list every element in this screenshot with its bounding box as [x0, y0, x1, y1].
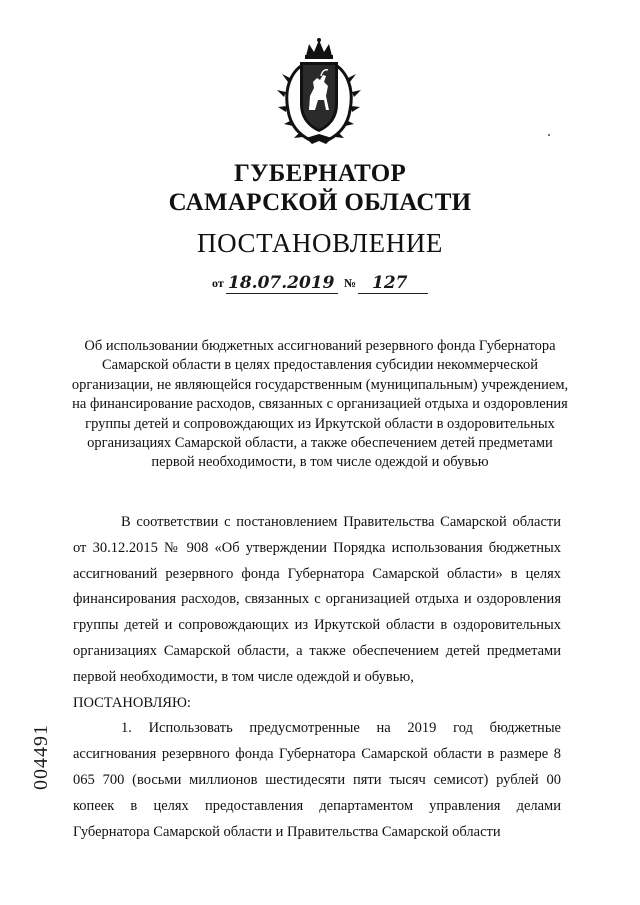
- date-from-label: от: [212, 276, 224, 290]
- body-paragraph-item-1: 1. Использовать предусмотренные на 2019 год бюджетные ассигнования резервного фонда Губернатора Самарской области в размере 8 065 700 (восьми миллионов шестидесяти пяти тысяч семисот) рублей 00 копеек в целях предоставления департаментом управления делами Губернатора Самарской области и Правительства Самарской области: [73, 720, 561, 840]
- registration-stamp-number: 004491: [30, 724, 52, 790]
- date-number-line: [212, 272, 432, 296]
- number-label: №: [344, 276, 357, 290]
- decree-word: ПОСТАНОВЛЯЮ:: [73, 694, 191, 711]
- document-body: [73, 510, 561, 845]
- document-number: 127: [372, 273, 408, 293]
- scan-speck: [548, 134, 550, 136]
- date-underline: [226, 293, 338, 294]
- issuer-title-line1: ГУБЕРНАТОР: [233, 160, 407, 187]
- document-subject: Об использовании бюджетных ассигнований резервного фонда Губернатора Самарской области в целях предоставления субсидии некоммерческой организации, не являющейся государственным (муниципальным) учреждением, на финансирование расходов, связанных с организацией отдыха и оздоровления группы детей и сопровождающих из Иркутской области в оздоровительных организациях Самарской области, а также обеспечением детей предметами первой необходимости, в том числе одеждой и обувью: [71, 338, 569, 471]
- samara-coat-of-arms-icon: [276, 38, 362, 146]
- document-type: ПОСТАНОВЛЕНИЕ: [196, 228, 444, 258]
- document-date: 18.07.2019: [228, 273, 335, 293]
- body-paragraph-preamble: В соответствии с постановлением Правительства Самарской области от 30.12.2015 № 908 «Об утверждении Порядка использования бюджетных ассигнований резервного фонда Губернатора Самарской области» в целях финансирования расходов, связанных с организацией отдыха и оздоровления группы детей и сопровождающих из Иркутской области в оздоровительных организациях Самарской области, а также обеспечением детей предметами первой необходимости, в том числе одеждой и обувью,: [73, 514, 561, 685]
- issuer-title-line2: САМАРСКОЙ ОБЛАСТИ: [168, 189, 472, 216]
- number-underline: [358, 293, 428, 294]
